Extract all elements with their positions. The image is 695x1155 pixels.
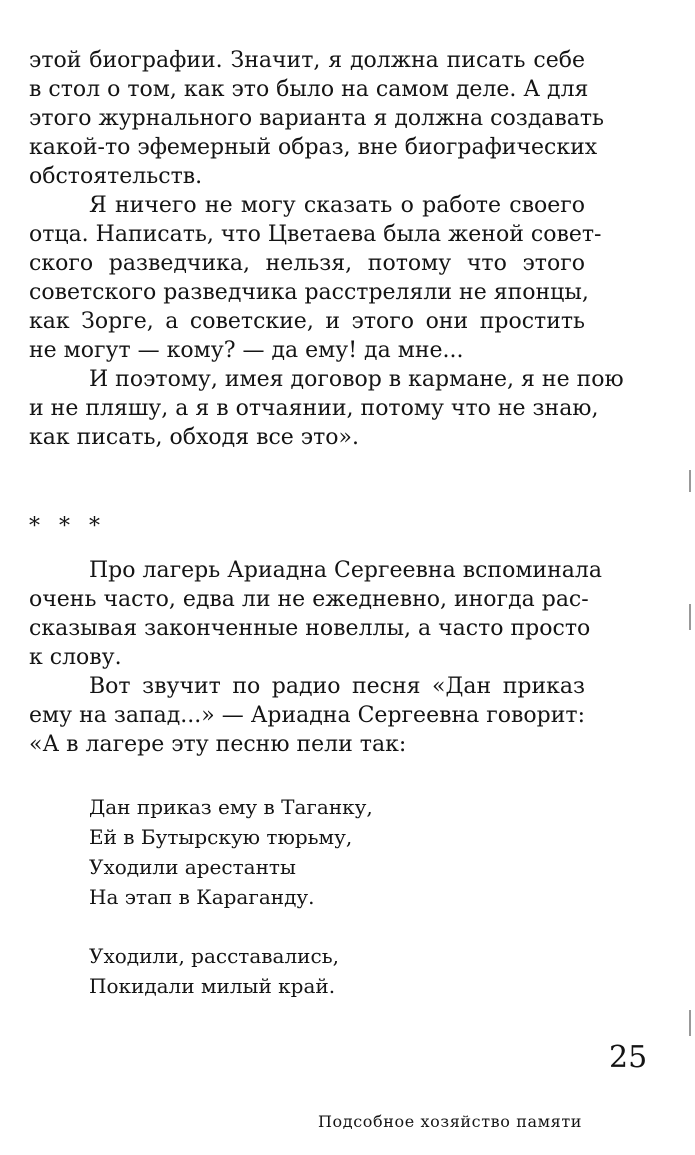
second-section bbox=[29, 556, 602, 759]
scan-edge-mark bbox=[689, 470, 691, 492]
text-line: ского разведчика, нельзя, потому что этого bbox=[29, 251, 585, 276]
text-line: обстоятельств. bbox=[29, 164, 203, 189]
text-line: какой-то эфемерный образ, вне биографических bbox=[29, 135, 598, 160]
text-line: Вот звучит по радио песня «Дан приказ bbox=[89, 674, 585, 699]
poem-line: Дан приказ ему в Таганку, bbox=[89, 795, 373, 819]
running-footer: Подсобное хозяйство памяти bbox=[318, 1112, 583, 1131]
text-line: отца. Написать, что Цветаева была женой совет- bbox=[29, 222, 602, 247]
text-line: как писать, обходя все это». bbox=[29, 425, 359, 450]
text-line: этой биографии. Значит, я должна писать себе bbox=[29, 48, 585, 73]
main-text-column bbox=[29, 46, 624, 452]
page-number: 25 bbox=[609, 1040, 648, 1075]
text-line: Я ничего не могу сказать о работе своего bbox=[89, 193, 585, 218]
paragraph-camp-memories bbox=[29, 556, 602, 672]
text-line: Про лагерь Ариадна Сергеевна вспоминала bbox=[89, 558, 602, 583]
text-line: к слову. bbox=[29, 645, 122, 670]
scan-edge-mark bbox=[689, 604, 691, 630]
text-line: «А в лагере эту песню пели так: bbox=[29, 732, 407, 757]
text-line: сказывая законченные новеллы, а часто просто bbox=[29, 616, 591, 641]
poem-line: Ей в Бутырскую тюрьму, bbox=[89, 825, 353, 849]
text-line: очень часто, едва ли не ежедневно, иногда рас- bbox=[29, 587, 589, 612]
scan-edge-mark bbox=[689, 1010, 691, 1036]
poem-line: На этап в Караганду. bbox=[89, 885, 315, 909]
text-line: как Зорге, а советские, и этого они простить bbox=[29, 309, 585, 334]
paragraph-contract bbox=[29, 365, 624, 452]
text-line: советского разведчика расстреляли не японцы, bbox=[29, 280, 589, 305]
paragraph-continuation bbox=[29, 46, 605, 191]
poem-stanza bbox=[89, 792, 373, 912]
poem-stanza bbox=[89, 941, 373, 1001]
section-separator: * * * bbox=[29, 514, 106, 539]
text-line: ему на запад...» — Ариадна Сергеевна говорит: bbox=[29, 703, 585, 728]
poem-line: Покидали милый край. bbox=[89, 974, 336, 998]
paragraph-radio-song bbox=[29, 672, 585, 759]
poem-line: Уходили арестанты bbox=[89, 855, 296, 879]
text-line: и не пляшу, а я в отчаянии, потому что не знаю, bbox=[29, 396, 599, 421]
text-line: И поэтому, имея договор в кармане, я не пою bbox=[89, 367, 624, 392]
text-line: этого журнального варианта я должна создавать bbox=[29, 106, 605, 131]
text-line: в стол о том, как это было на самом деле. А для bbox=[29, 77, 589, 102]
poem-line: Уходили, расставались, bbox=[89, 944, 339, 968]
paragraph-father-work bbox=[29, 191, 602, 365]
poem-block bbox=[89, 792, 373, 1030]
text-line: не могут — кому? — да ему! да мне... bbox=[29, 338, 464, 363]
